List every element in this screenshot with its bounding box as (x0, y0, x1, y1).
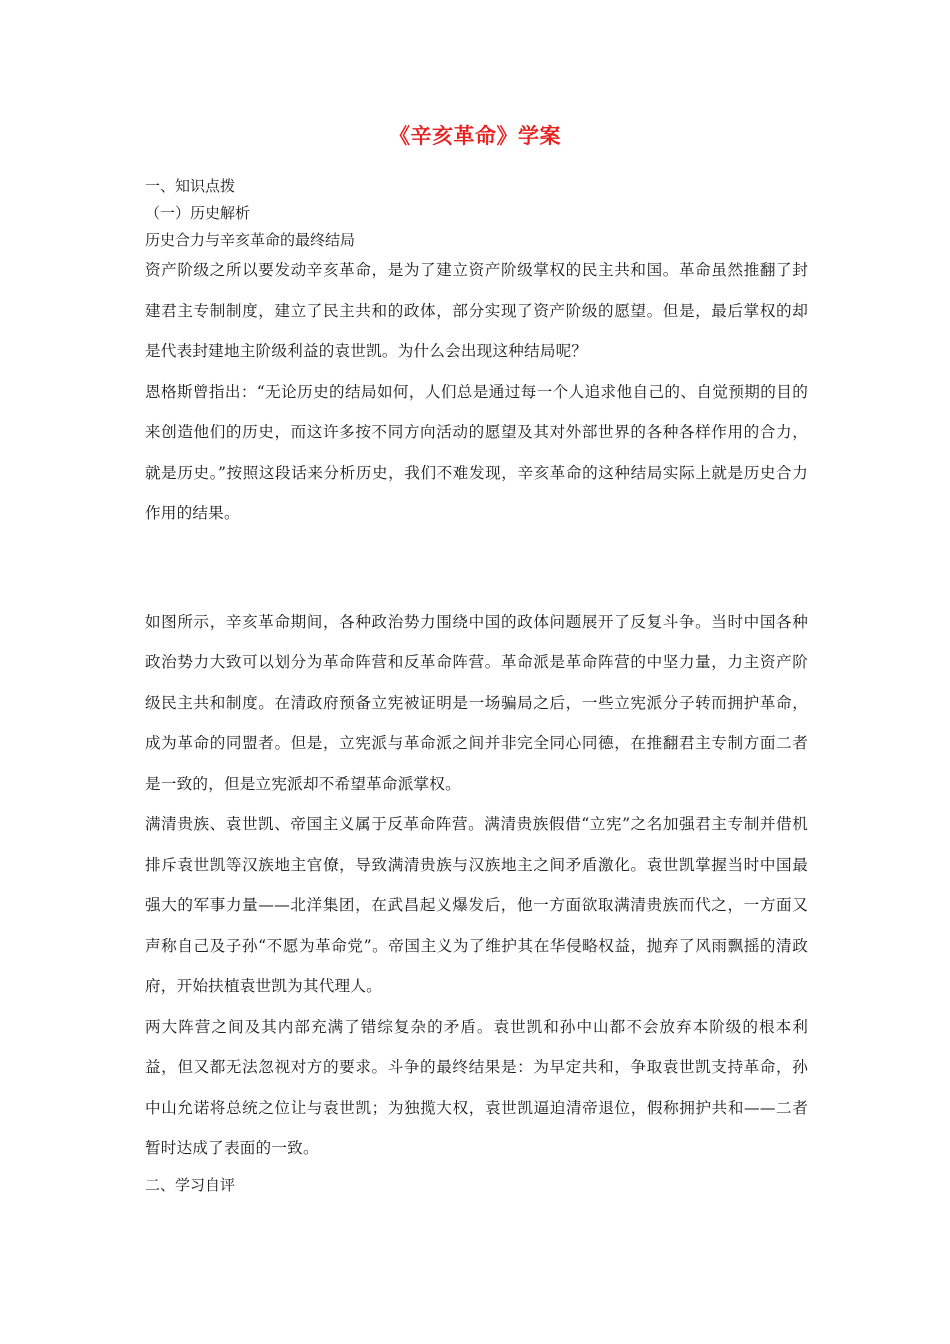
paragraph-counter-revolution-camp: 满清贵族、袁世凯、帝国主义属于反革命阵营。满清贵族假借“立宪”之名加强君主专制并借机排斥袁世凯等汉族地主官僚，导致满清贵族与汉族地主之间矛盾激化。袁世凯掌握当时中国最强大的军事力量——北洋集团，在武昌起义爆发后，他一方面欲取满清贵族而代之，一方面又声称自己及子孙“不愿为革命党”。帝国主义为了维护其在华侵略权益，抛弃了风雨飘摇的清政府，开始扶植袁世凯为其代理人。 (145, 815, 808, 995)
document-title: 《辛亥革命》学案 (389, 124, 561, 148)
paragraph-goal-of-revolution: 资产阶级之所以要发动辛亥革命，是为了建立资产阶级掌权的民主共和国。革命虽然推翻了封建君主专制制度，建立了民主共和的政体，部分实现了资产阶级的愿望。但是，最后掌权的却是代表封建地主阶级利益的袁世凯。为什么会出现这种结局呢？ (145, 261, 808, 360)
paragraph-political-forces: 如图所示，辛亥革命期间，各种政治势力围绕中国的政体问题展开了反复斗争。当时中国各种政治势力大致可以划分为革命阵营和反革命阵营。革命派是革命阵营的中坚力量，力主资产阶级民主共和制度。在清政府预备立宪被证明是一场骗局之后，一些立宪派分子转而拥护革命，成为革命的同盟者。但是，立宪派与革命派之间并非完全同心同德，在推翻君主专制方面二者是一致的，但是立宪派却不希望革命派掌权。 (145, 612, 808, 793)
section-heading-self-assessment: 二、学习自评 (145, 1175, 236, 1194)
paragraph-engels-quote: 恩格斯曾指出：“无论历史的结局如何，人们总是通过每一个人追求他自己的、自觉预期的目的来创造他们的历史，而这许多按不同方向活动的愿望及其对外部世界的各种各样作用的合力，就是历史。”按照这段话来分析历史，我们不难发现，辛亥革命的这种结局实际上就是历史合力作用的结果。 (145, 382, 808, 522)
topic-heading: 历史合力与辛亥革命的最终结局 (145, 231, 356, 249)
document-body (145, 173, 808, 1199)
section-heading-knowledge: 一、知识点拨 (145, 177, 236, 195)
subsection-heading-history-analysis: （一）历史解析 (145, 204, 251, 222)
figure-placeholder-space (145, 534, 808, 602)
paragraph-final-outcome: 两大阵营之间及其内部充满了错综复杂的矛盾。袁世凯和孙中山都不会放弃本阶级的根本利益，但又都无法忽视对方的要求。斗争的最终结果是：为早定共和，争取袁世凯支持革命，孙中山允诺将总统之位让与袁世凯；为独揽大权，袁世凯逼迫清帝退位，假称拥护共和——二者暂时达成了表面的一致。 (145, 1017, 808, 1157)
